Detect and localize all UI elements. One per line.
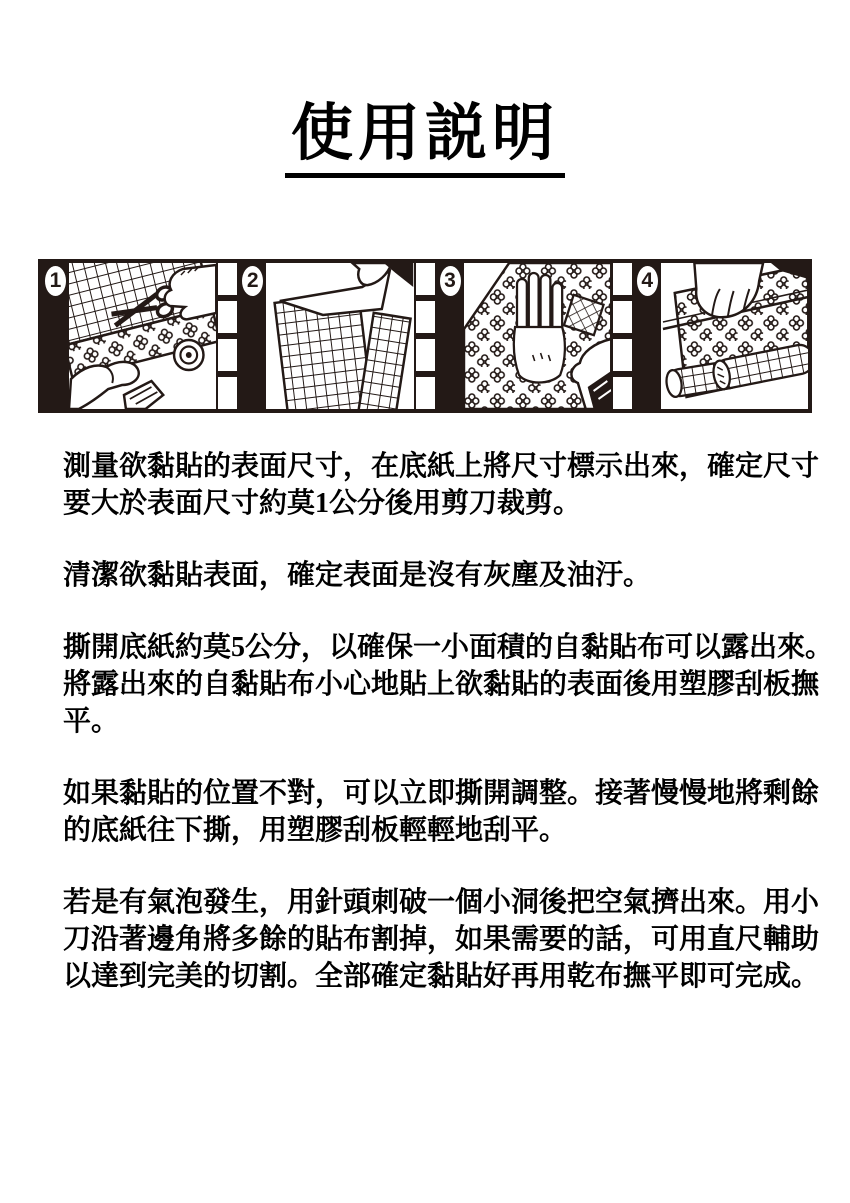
film-hole bbox=[613, 377, 632, 409]
peel-backing-paper-illustration bbox=[266, 263, 413, 409]
film-strip-divider bbox=[611, 263, 634, 409]
page-title: 使用説明 bbox=[285, 100, 565, 178]
smooth-finished-surface-illustration bbox=[661, 263, 808, 409]
text-line: 若是有氣泡發生，用針頭刺破一個小洞後把空氣擠出來。用小 bbox=[63, 887, 820, 918]
panel-1-number-badge: 1 bbox=[45, 266, 66, 296]
text-line: 刀沿著邊角將多餘的貼布割掉，如果需要的話，可用直尺輔助 bbox=[63, 924, 820, 955]
strip-panel-1 bbox=[42, 263, 216, 409]
instructions-text bbox=[63, 448, 834, 1030]
text-line: 撕開底紙約莫5公分，以確保一小面積的自黏貼布可以露出來。 bbox=[63, 632, 834, 663]
panel-3-artwork bbox=[464, 263, 611, 409]
palm-hand-icon bbox=[513, 273, 564, 383]
text-line: 的底紙往下撕，用塑膠刮板輕輕地刮平。 bbox=[63, 815, 568, 846]
panel-4-number-badge: 4 bbox=[637, 266, 658, 296]
text-line: 平。 bbox=[63, 706, 120, 737]
measure-and-cut-scissors-illustration bbox=[69, 263, 216, 409]
instruction-comic-strip bbox=[38, 259, 812, 413]
instruction-paragraph-4 bbox=[63, 775, 820, 849]
panel-2-artwork bbox=[266, 263, 413, 409]
film-hole bbox=[416, 301, 435, 333]
film-hole bbox=[218, 301, 237, 333]
strip-panel-4 bbox=[634, 263, 808, 409]
text-line: 以達到完美的切割。全部確定黏貼好再用乾布撫平即可完成。 bbox=[63, 961, 820, 992]
strip-panel-2 bbox=[239, 263, 413, 409]
text-line: 將露出來的自黏貼布小心地貼上欲黏貼的表面後用塑膠刮板撫 bbox=[63, 669, 820, 700]
panel-2-number-badge: 2 bbox=[242, 266, 263, 296]
film-hole bbox=[218, 377, 237, 409]
text-line: 如果黏貼的位置不對，可以立即撕開調整。接著慢慢地將剩餘 bbox=[63, 778, 820, 809]
film-hole bbox=[613, 263, 632, 295]
film-hole bbox=[613, 339, 632, 371]
film-strip-divider bbox=[414, 263, 437, 409]
instruction-paragraph-5 bbox=[63, 884, 820, 995]
film-hole bbox=[613, 301, 632, 333]
panel-4-number-bar bbox=[634, 263, 661, 409]
panel-3-number-badge: 3 bbox=[440, 266, 461, 296]
instruction-paragraph-3 bbox=[63, 629, 834, 740]
press-fabric-by-hand-illustration bbox=[464, 263, 611, 409]
instruction-paragraph-2 bbox=[63, 557, 803, 594]
film-hole bbox=[416, 263, 435, 295]
film-hole bbox=[218, 263, 237, 295]
text-line: 清潔欲黏貼表面，確定表面是沒有灰塵及油汙。 bbox=[63, 560, 652, 591]
film-hole bbox=[218, 339, 237, 371]
film-hole bbox=[416, 377, 435, 409]
panel-1-artwork bbox=[69, 263, 216, 409]
film-strip-divider bbox=[216, 263, 239, 409]
strip-panel-3 bbox=[437, 263, 611, 409]
text-line: 要大於表面尺寸約莫1公分後用剪刀裁剪。 bbox=[63, 488, 582, 519]
panel-1-number-bar bbox=[42, 263, 69, 409]
film-hole bbox=[416, 339, 435, 371]
panel-3-number-bar bbox=[437, 263, 464, 409]
panel-2-number-bar bbox=[239, 263, 266, 409]
text-line: 測量欲黏貼的表面尺寸，在底紙上將尺寸標示出來，確定尺寸 bbox=[63, 451, 820, 482]
instruction-paragraph-1 bbox=[63, 448, 820, 522]
panel-4-artwork bbox=[661, 263, 808, 409]
